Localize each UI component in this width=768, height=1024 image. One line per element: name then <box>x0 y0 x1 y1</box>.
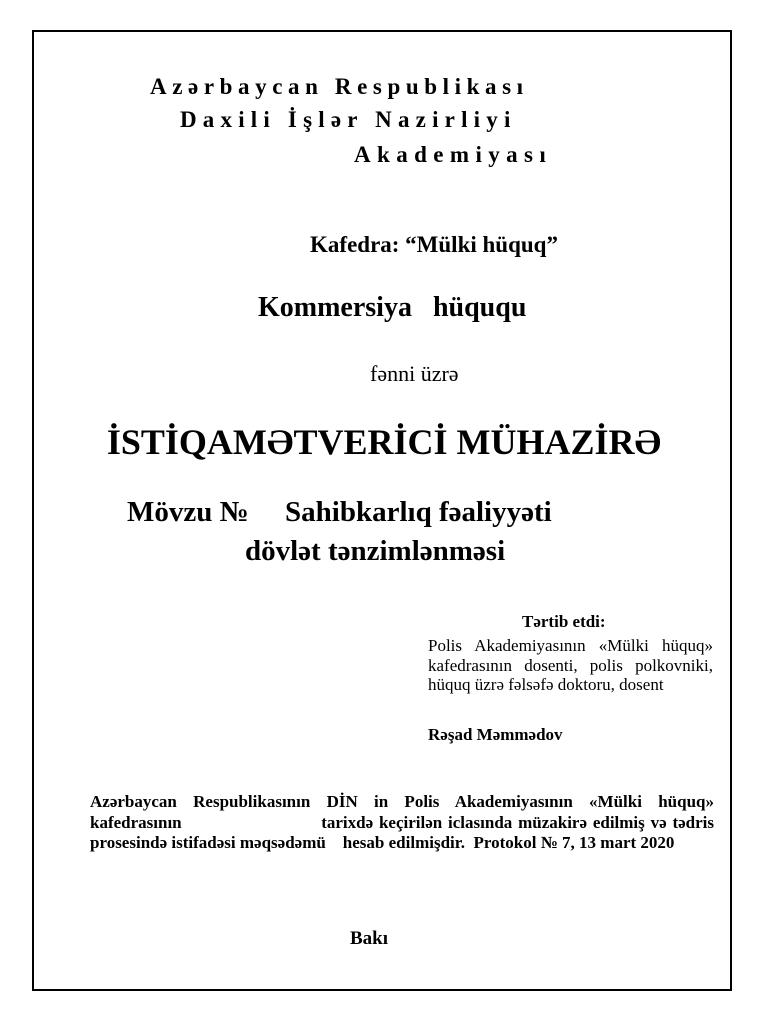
city-name: Bakı <box>350 928 389 949</box>
subject-note: fənni üzrə <box>370 361 459 386</box>
compiler-description: Polis Akademiyasının «Mülki hüquq» kafedrasının dosenti, polis polkovniki, hüquq üzrə fəlsəfə doktoru, dosent <box>428 636 713 694</box>
compiler-heading: Tərtib etdi: <box>522 612 606 631</box>
department-title: Kafedra: “Mülki hüquq” <box>310 232 558 257</box>
institution-line-2: Daxili İşlər Nazirliyi <box>180 107 517 132</box>
topic-line-2: dövlət tənzimlənməsi <box>245 535 506 567</box>
lecture-type-heading: İSTİQAMƏTVERİCİ MÜHAZİRƏ <box>106 422 662 462</box>
institution-line-3: Akademiyası <box>354 142 553 167</box>
approval-note: Azərbaycan Respublikasının DİN in Polis Akademiyasının «Mülki hüquq» kafedrasının tarixdə keçirilən iclasında müzakirə edilmiş və tədris prosesində istifadəsi məqsədəmü hesab edilmişdir. Protokol № 7, 13 mart 2020 <box>90 792 719 852</box>
topic-line-1: Mövzu № Sahibkarlıq fəaliyyəti <box>127 496 552 528</box>
institution-line-1: Azərbaycan Respublikası <box>150 74 529 99</box>
subject-title: Kommersiya hüququ <box>258 292 527 323</box>
compiler-name: Rəşad Məmmədov <box>428 725 563 744</box>
